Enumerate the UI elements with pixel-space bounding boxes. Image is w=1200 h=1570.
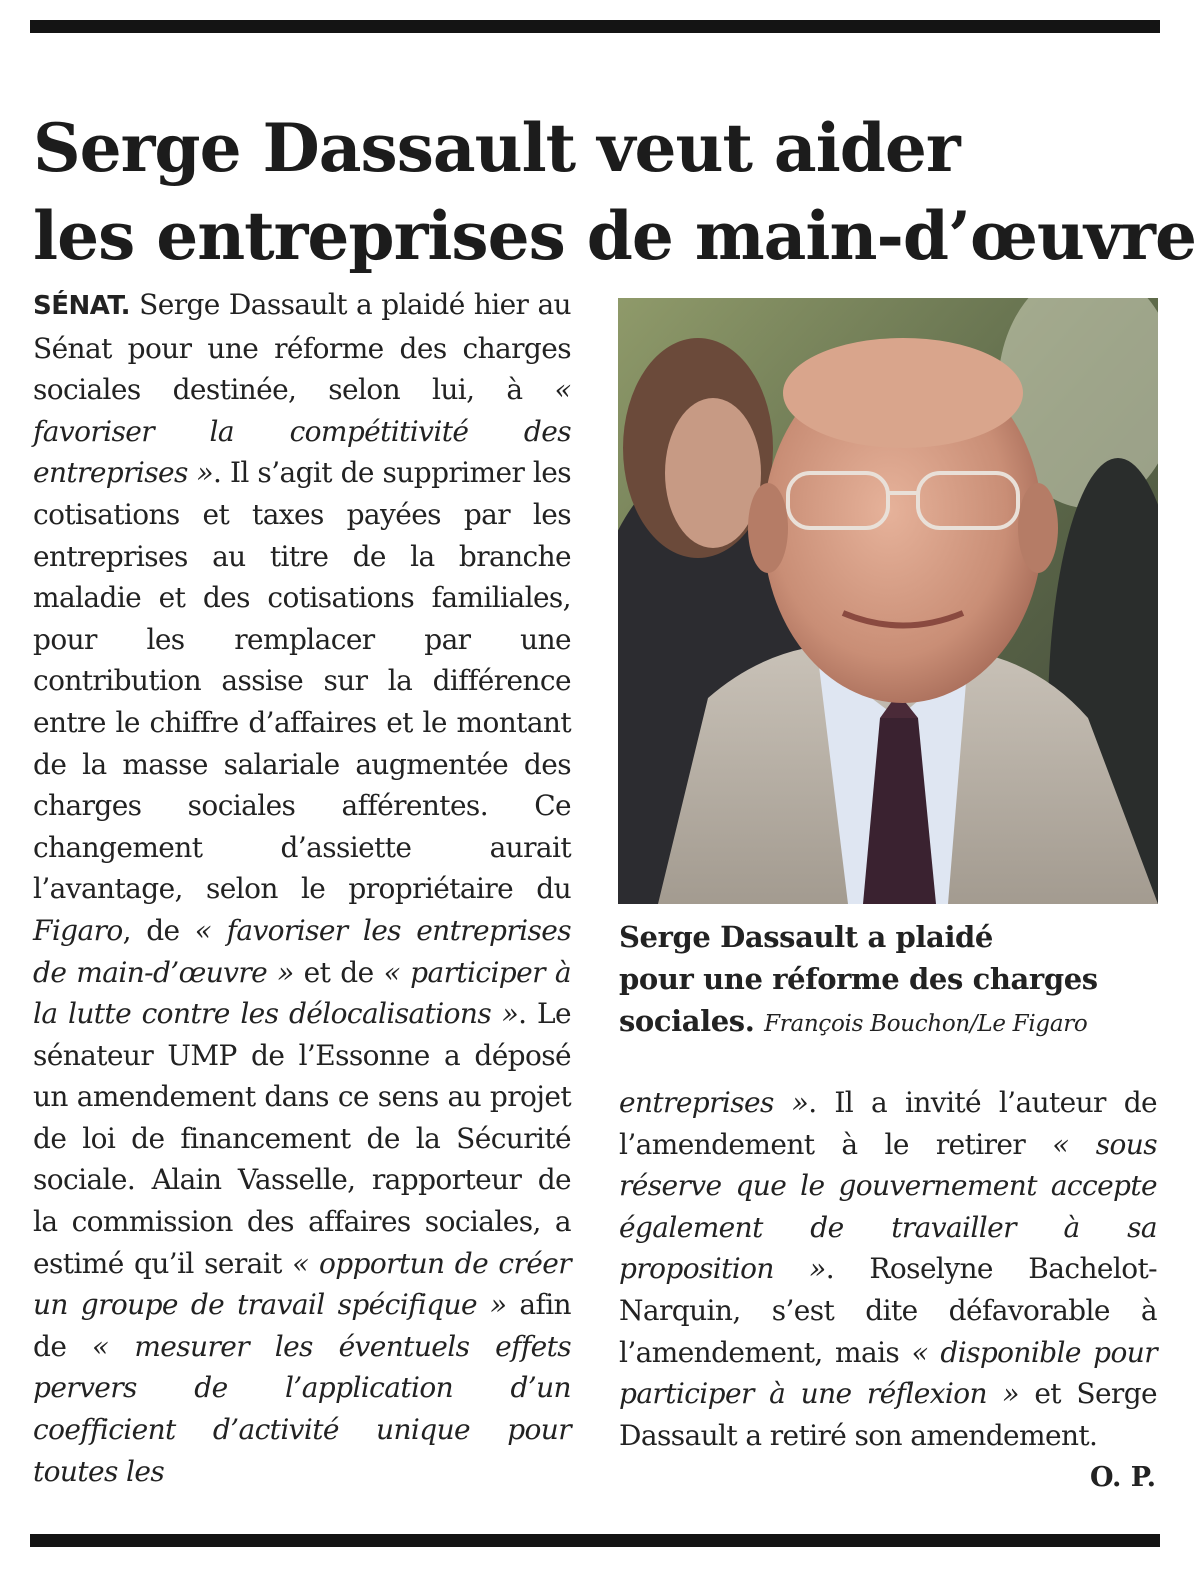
author-signature: O. P. bbox=[1090, 1462, 1156, 1493]
quote-segment-4: « disponible pour participer à une réflexion » bbox=[619, 1335, 1157, 1411]
text-segment-2: . Il s’agit de supprimer les cotisations et taxes payées par les entreprises au titre de la branche maladie et des cotisations familiales, pour les remplacer par une contribution assise sur la différence entre le chiffre d’affaires et le montant de la masse salariale augmentée des charges sociales afférentes. Ce changement d’assiette aurait l’avantage, selon le propriétaire du bbox=[33, 456, 571, 906]
kicker: SÉNAT. bbox=[33, 291, 131, 321]
photo-credit: François Bouchon/Le Figaro bbox=[764, 1011, 1088, 1037]
article-column-left bbox=[33, 284, 571, 1492]
photo-serge-dassault bbox=[618, 298, 1158, 904]
text-segment-3: . Roselyne Bachelot-Narquin, s’est dite défavorable à l’amendement, mais bbox=[619, 1252, 1157, 1369]
quote-segment-11: « mesurer les éventuels effets pervers de l’application d’un coefficient d’activité unique pour toutes les bbox=[33, 1329, 571, 1488]
text-segment-5: et Serge Dassault a retiré son amendement. bbox=[619, 1377, 1157, 1452]
bottom-rule bbox=[30, 1534, 1160, 1547]
top-rule bbox=[30, 20, 1160, 33]
text-segment-6: et de bbox=[293, 955, 384, 989]
quote-segment-7: « participer à la lutte contre les délocalisations » bbox=[33, 955, 571, 1031]
article-text-right bbox=[619, 1082, 1157, 1456]
portrait-illustration bbox=[618, 298, 1158, 904]
quote-segment-2: « sous réserve que le gouvernement accepte également de travailler à sa proposition » bbox=[619, 1127, 1158, 1286]
article-body-left bbox=[33, 284, 571, 1492]
article-text-left bbox=[33, 288, 571, 1488]
caption-line-3 bbox=[619, 1000, 1159, 1045]
quote-segment-3: Figaro bbox=[33, 913, 123, 947]
text-segment-1: . Il a invité l’auteur de l’amendement à le retirer bbox=[619, 1086, 1157, 1161]
article-column-right bbox=[619, 1082, 1157, 1456]
text-segment-4: , de bbox=[122, 913, 195, 947]
text-segment-0: Serge Dassault a plaidé hier au Sénat pour une réforme des charges sociales destinée, selon lui, à bbox=[33, 288, 571, 407]
headline-line-2: les entreprises de main-d’œuvre bbox=[33, 197, 1196, 275]
quote-segment-1: « favoriser la compétitivité des entreprises » bbox=[33, 373, 571, 490]
headline-line-1: Serge Dassault veut aider bbox=[33, 109, 960, 187]
text-segment-8: . Le sénateur UMP de l’Essonne a déposé un amendement dans ce sens au projet de loi de financement de la Sécurité sociale. Alain Vasselle, rapporteur de la commission des affaires sociales, a estimé qu’il serait bbox=[33, 997, 571, 1280]
text-segment-10: afin de bbox=[33, 1288, 571, 1363]
caption-line-2: pour une réforme des charges bbox=[619, 962, 1098, 996]
caption-line-3-text: sociales. bbox=[619, 1004, 755, 1038]
caption-line-1: Serge Dassault a plaidé bbox=[619, 920, 993, 954]
quote-segment-5: « favoriser les entreprises de main-d’œuvre » bbox=[33, 913, 571, 989]
headline bbox=[33, 104, 1196, 280]
quote-segment-9: « opportun de créer un groupe de travail spécifique » bbox=[33, 1246, 571, 1322]
photo-caption bbox=[619, 916, 1159, 1045]
quote-segment-0: entreprises » bbox=[619, 1086, 809, 1119]
